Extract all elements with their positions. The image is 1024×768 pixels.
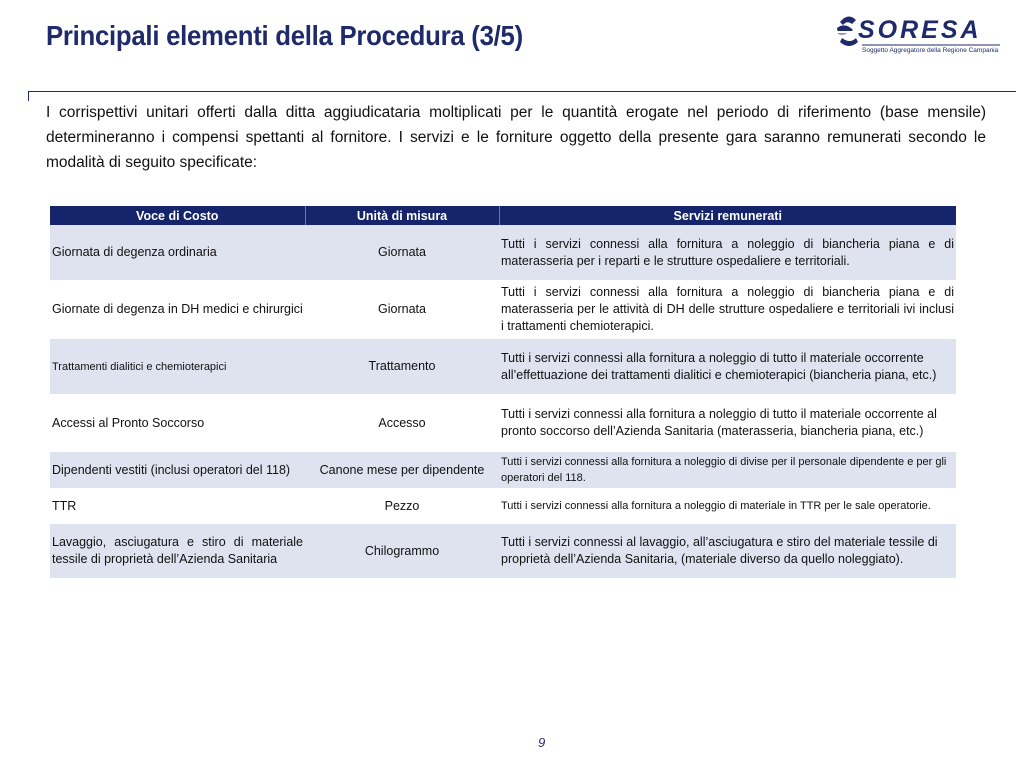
- table-row: [50, 395, 956, 451]
- cell-unita: Trattamento: [305, 338, 499, 395]
- table-row: [50, 489, 956, 523]
- cell-voce: Giornata di degenza ordinaria: [50, 225, 305, 281]
- table-row: [50, 338, 956, 395]
- table-header-row: [50, 206, 956, 225]
- header-unita-di-misura: Unità di misura: [305, 206, 499, 225]
- table-row: [50, 523, 956, 579]
- cell-unita: Giornata: [305, 225, 499, 281]
- cell-voce: Giornate di degenza in DH medici e chirurgici: [50, 281, 305, 338]
- page-title: Principali elementi della Procedura (3/5): [46, 20, 523, 51]
- cell-voce: Dipendenti vestiti (inclusi operatori del 118): [50, 451, 305, 489]
- logo-subtitle: Soggetto Aggregatore della Regione Campania: [862, 47, 999, 54]
- cost-items-table: [50, 206, 956, 580]
- table-row: [50, 451, 956, 489]
- table-row: [50, 281, 956, 338]
- divider-tick: [28, 91, 29, 101]
- cell-unita: Pezzo: [305, 489, 499, 523]
- intro-paragraph: I corrispettivi unitari offerti dalla ditta aggiudicataria moltiplicati per le quantità erogate nel periodo di riferimento (base mensile) determineranno i compensi spettanti al fornitore. I servizi e le forniture oggetto della presente gara saranno remunerati secondo le modalità di seguito specificate:: [46, 104, 986, 171]
- cell-unita: Canone mese per dipendente: [305, 451, 499, 489]
- cell-servizi: Tutti i servizi connessi alla fornitura a noleggio di tutto il materiale occorrente all’effettuazione dei trattamenti dialitici e chemioterapici (biancheria piana, etc.): [499, 338, 956, 395]
- cell-voce: Accessi al Pronto Soccorso: [50, 395, 305, 451]
- cell-servizi: Tutti i servizi connessi alla fornitura a noleggio di biancheria piana e di materasseria per le attività di DH delle strutture ospedaliere e territoriali ivi inclusi i trattamenti chemioterapici.: [499, 281, 956, 338]
- cell-voce: Lavaggio, asciugatura e stiro di materiale tessile di proprietà dell’Azienda Sanitaria: [50, 523, 305, 579]
- header-voce-di-costo: Voce di Costo: [50, 206, 305, 225]
- cell-servizi: Tutti i servizi connessi alla fornitura a noleggio di tutto il materiale occorrente al pronto soccorso dell’Azienda Sanitaria (materasseria, biancheria piana, etc.): [499, 395, 956, 451]
- table-row: [50, 225, 956, 281]
- title-divider: [28, 91, 1016, 92]
- cell-servizi: Tutti i servizi connessi al lavaggio, all’asciugatura e stiro del materiale tessile di proprietà dell’Azienda Sanitaria, (materiale diverso da quello noleggiato).: [499, 523, 956, 579]
- logo-wordmark: SORESA: [858, 16, 982, 44]
- cell-voce: Trattamenti dialitici e chemioterapici: [50, 338, 305, 395]
- cell-servizi: Tutti i servizi connessi alla fornitura a noleggio di biancheria piana e di materasseria per i reparti e le strutture ospedaliere e territoriali.: [499, 225, 956, 281]
- cell-servizi: Tutti i servizi connessi alla fornitura a noleggio di divise per il personale dipendente e per gli operatori del 118.: [499, 451, 956, 489]
- cell-unita: Accesso: [305, 395, 499, 451]
- header-servizi-remunerati: Servizi remunerati: [499, 206, 956, 225]
- cell-voce: TTR: [50, 489, 305, 523]
- cell-unita: Giornata: [305, 281, 499, 338]
- cell-unita: Chilogrammo: [305, 523, 499, 579]
- soresa-logo: [834, 14, 1002, 60]
- page-number: 9: [538, 735, 546, 750]
- cell-servizi: Tutti i servizi connessi alla fornitura a noleggio di materiale in TTR per le sale operatorie.: [499, 489, 956, 523]
